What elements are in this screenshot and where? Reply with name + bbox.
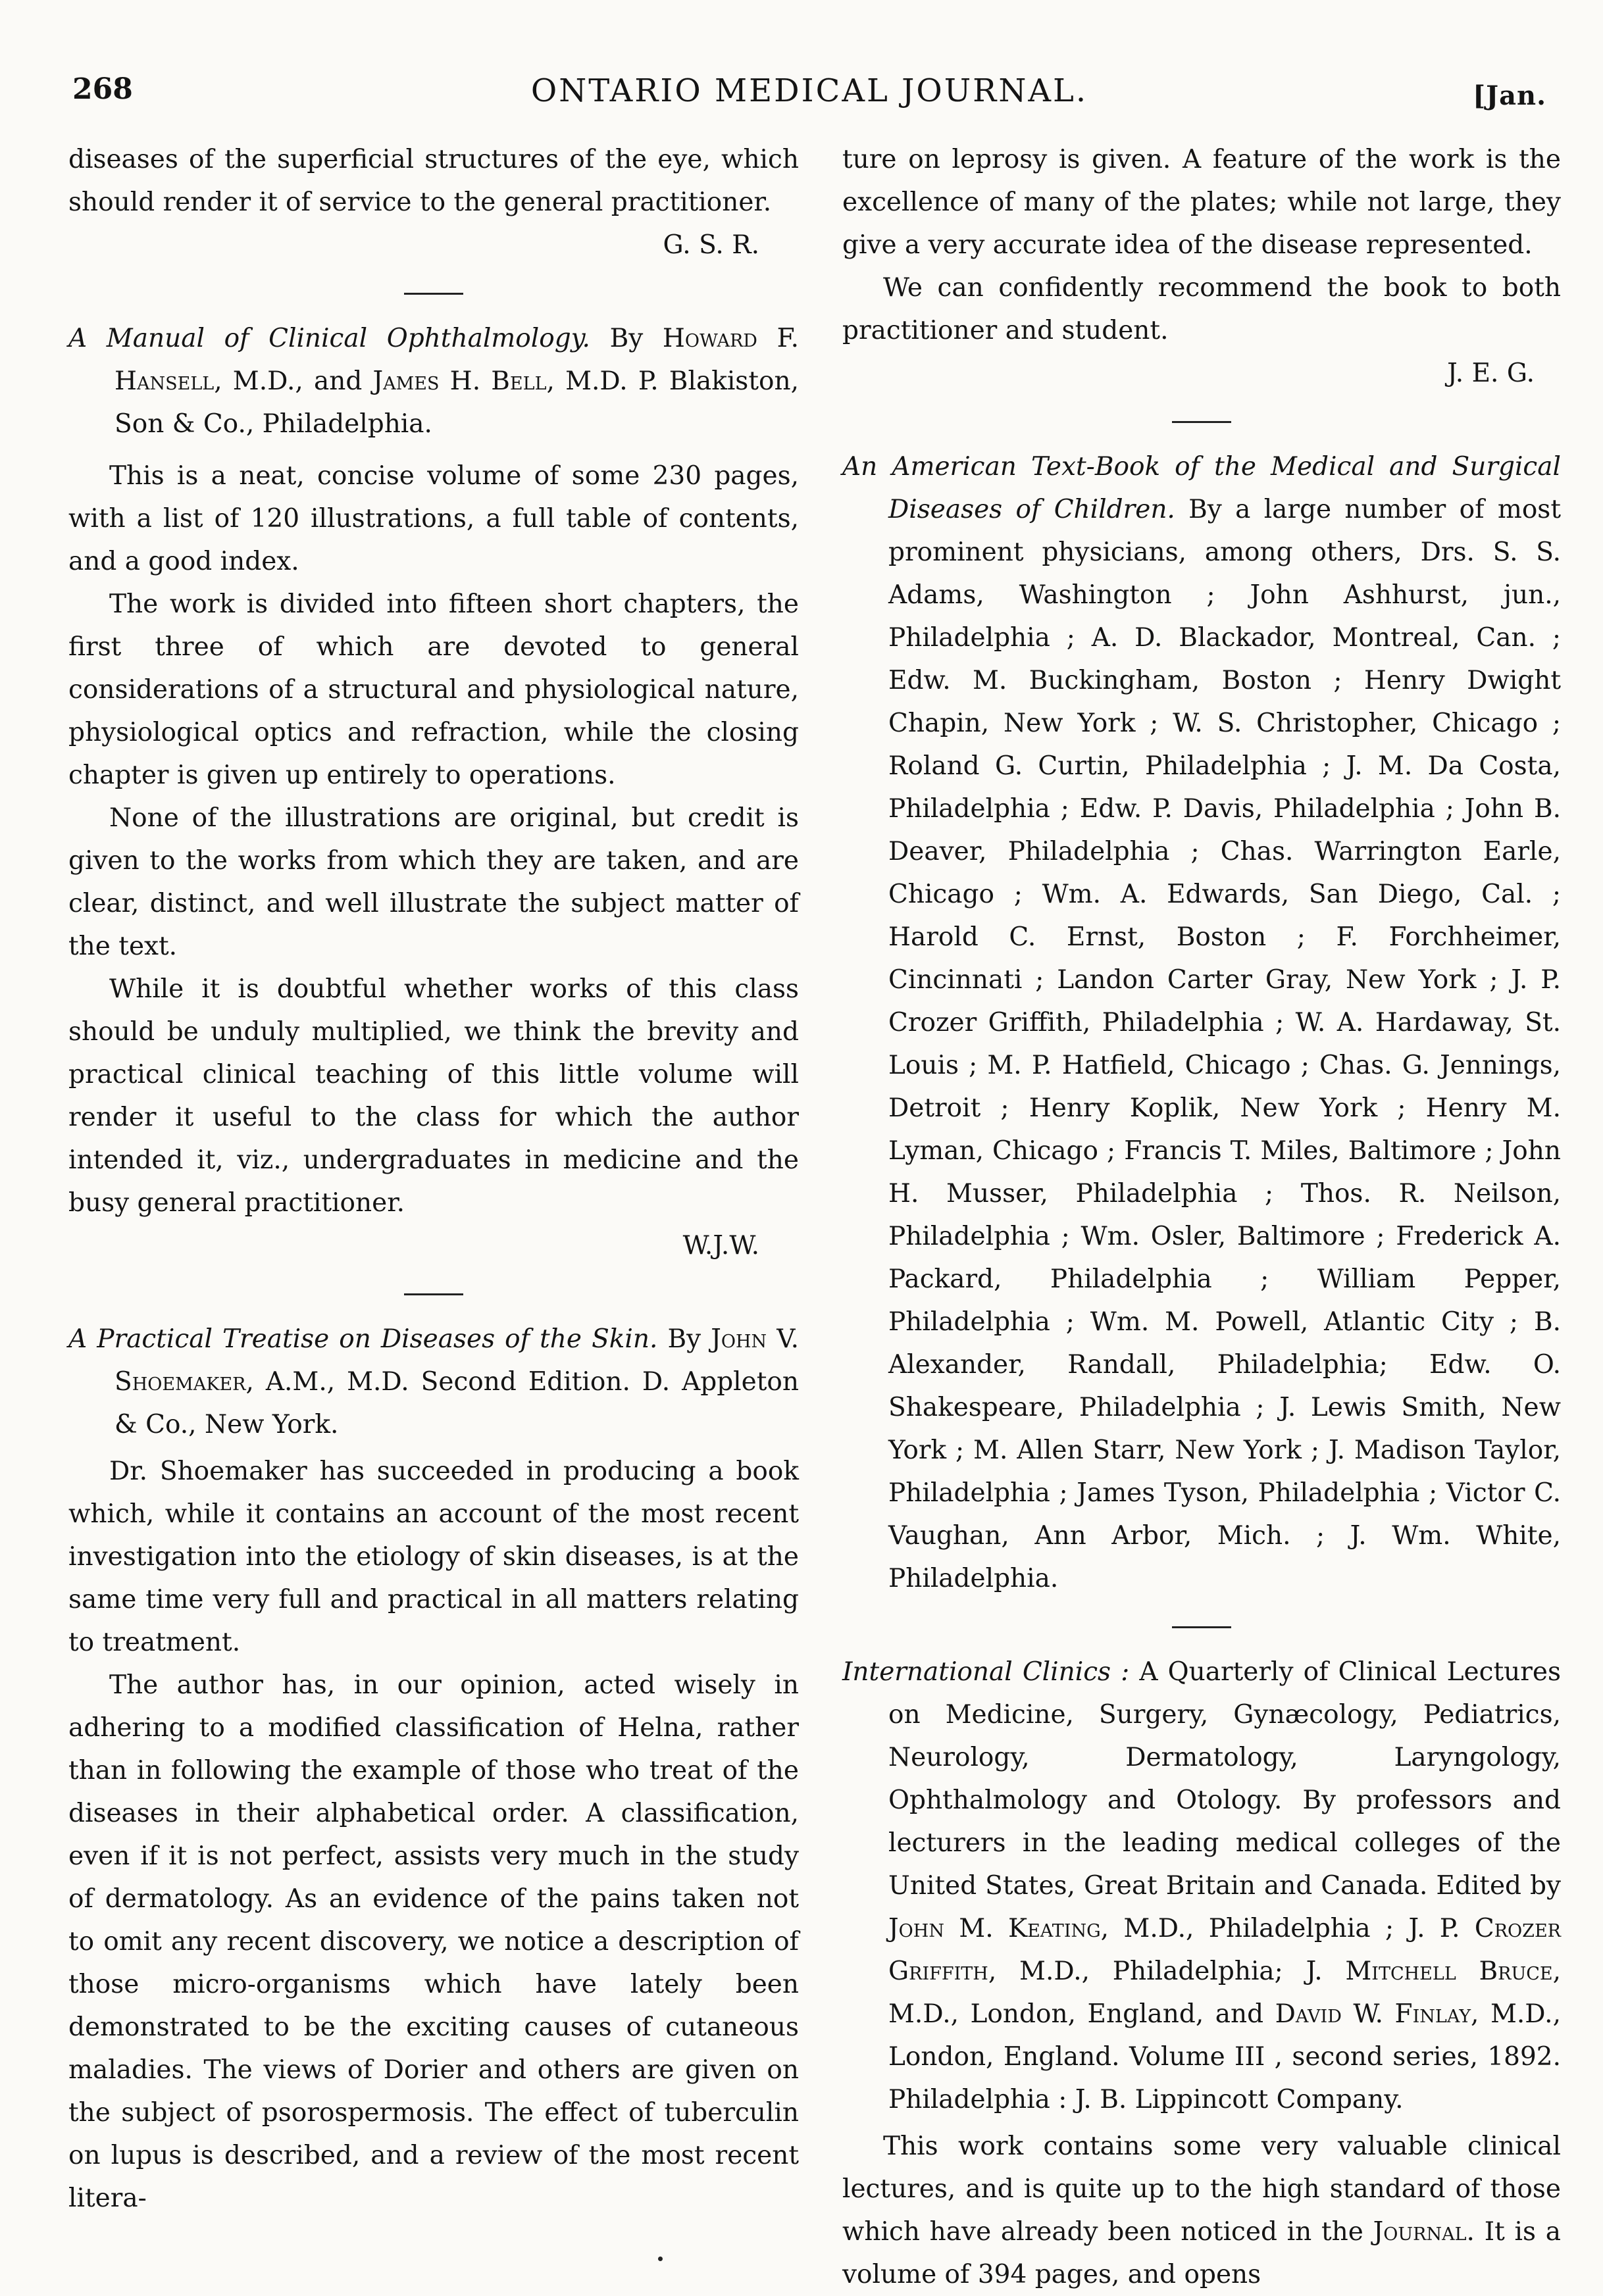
section-divider: [1172, 1626, 1231, 1628]
paragraph: [842, 2125, 1561, 2296]
continuation-text: diseases of the superficial structures of the eye, which should render it of service to the general practitioner.: [68, 145, 799, 217]
review-signature: J. E. G.: [1447, 359, 1535, 388]
book-title: An American Text-Book of the Medical and Surgical Diseases of Children.: [842, 452, 1561, 524]
section-divider: [404, 293, 463, 295]
journal-title: ONTARIO MEDICAL JOURNAL.: [530, 72, 1088, 109]
book-title: A Manual of Clinical Ophthalmology.: [68, 324, 590, 353]
closing-text: We can confidently recommend the book to both practitioner and student.: [842, 273, 1561, 345]
book-title: International Clinics :: [842, 1657, 1130, 1687]
paragraph: While it is doubtful whether works of this class should be unduly multiplied, we think the brevity and practical clinical teaching of this little volume will render it useful to the class for which the author intended it, viz., undergraduates in medicine and the busy general practitioner.: [68, 974, 799, 1218]
issue-tag: [Jan.: [1473, 80, 1546, 111]
left-column: [68, 138, 799, 2220]
by-label: By: [667, 1324, 701, 1354]
author-name: James H. Bell, M.D.: [372, 366, 628, 396]
and-label: and: [313, 366, 363, 396]
by-label: By: [609, 324, 644, 353]
publisher: D. Appleton & Co., New York.: [114, 1367, 799, 1439]
print-mark: [658, 2257, 663, 2261]
editor-name: John M. Keating,: [888, 1914, 1109, 1943]
paragraph: None of the illustrations are original, but credit is given to the works from which they are taken, and are clear, distinct, and well illustrate the subject matter of the text.: [68, 803, 799, 961]
book-title: A Practical Treatise on Diseases of the Skin.: [68, 1324, 658, 1354]
section-divider: [404, 1293, 463, 1295]
heading-text: M.D., London, England, and: [888, 1999, 1264, 2029]
review-heading-international-clinics: [842, 1651, 1561, 2121]
review-heading-skin-diseases: [68, 1318, 799, 1446]
heading-text: M.D., London, England. Volume III , second series, 1892. Philadelphia : J. B. Lippincott Company.: [888, 1999, 1561, 2114]
review-signature: W.J.W.: [682, 1231, 759, 1260]
paragraph: The work is divided into fifteen short chapters, the first three of which are devoted to general considerations of a structural and physiological nature, physiological optics and refraction, while the closing chapter is given up entirely to operations.: [68, 589, 799, 790]
paragraph: The author has, in our opinion, acted wisely in adhering to a modified classification of Helna, rather than in following the example of those who treat of the diseases in their alphabetical order. A classification, even if it is not perfect, assists very much in the study of dermatology. As an evidence of the pains taken not to omit any recent discovery, we notice a description of those micro-organisms which have lately been demonstrated to be the exciting causes of cutaneous maladies. The views of Dorier and others are given on the subject of psorospermosis. The effect of tuberculin on lupus is described, and a review of the most recent litera-: [68, 1670, 799, 2213]
body-text: It is a volume of 394 pages, and opens: [842, 2217, 1561, 2289]
editor-name: J. P. Crozer Griffith,: [888, 1914, 1561, 1986]
contributor-list: By a large number of most prominent physicians, among others, Drs. S. S. Adams, Washington ; John Ashhurst, jun., Philadelphia ; A. D. Blackador, Montreal, Can. ; Edw. M. Buckingham, Boston ; Henry Dwight Chapin, New York ; W. S. Christopher, Chicago ; Roland G. Curtin, Philadelphia ; J. M. Da Costa, Philadelphia ; Edw. P. Davis, Philadelphia ; John B. Deaver, Philadelphia ; Chas. Warrington Earle, Chicago ; Wm. A. Edwards, San Diego, Cal. ; Harold C. Ernst, Boston ; F. Forchheimer, Cincinnati ; Landon Carter Gray, New York ; J. P. Crozer Griffith, Philadelphia ; W. A. Hardaway, St. Louis ; M. P. Hatfield, Chicago ; Chas. G. Jennings, Detroit ; Henry Koplik, New York ; Henry M. Lyman, Chicago ; Francis T. Miles, Baltimore ; John H. Musser, Philadelphia ; Thos. R. Neilson, Philadelphia ; Wm. Osler, Baltimore ; Frederick A. Packard, Philadelphia ; William Pepper, Philadelphia ; Wm. M. Powell, Atlantic City ; B. Alexander, Randall, Philadelphia; Edw. O. Shakespeare, Philadelphia ; J. Lewis Smith, New York ; M. Allen Starr, New York ; J. Madison Taylor, Philadelphia ; James Tyson, Philadelphia ; Victor C. Vaughan, Ann Arbor, Mich. ; J. Wm. White, Philadelphia.: [888, 495, 1561, 1593]
heading-text: A Quarterly of Clinical Lectures on Medicine, Surgery, Gynæcology, Pediatrics, Neurology, Dermatology, Laryngology, Ophthalmology and Otology. By professors and lecturers in the leading medical colleges of the United States, Great Britain and Canada. Edited by: [888, 1657, 1561, 1901]
paragraph: This is a neat, concise volume of some 230 pages, with a list of 120 illustrations, a full table of contents, and a good index.: [68, 461, 799, 576]
section-divider: [1172, 421, 1231, 423]
publisher: P. Blakiston, Son & Co., Philadelphia.: [114, 366, 799, 439]
page-number: 268: [72, 72, 133, 106]
heading-text: M.D., Philadelphia;: [1019, 1957, 1283, 1986]
author-name: John V. Shoemaker, A.M., M.D.: [114, 1324, 799, 1397]
journal-reference: Journal.: [1373, 2217, 1475, 2247]
review-heading-childrens-diseases: [842, 445, 1561, 1600]
right-column: [842, 138, 1561, 2296]
editor-name: J. Mitchell Bruce,: [1306, 1957, 1562, 1986]
review-heading-ophthalmology: [68, 317, 799, 445]
paragraph: [842, 266, 1561, 395]
heading-text: M.D., Philadelphia ;: [1123, 1914, 1394, 1943]
continuation-signature: G. S. R.: [663, 230, 759, 260]
continuation-text: ture on leprosy is given. A feature of the work is the excellence of many of the plates; while not large, they give a very accurate idea of the disease represented.: [842, 145, 1561, 260]
paragraph: Dr. Shoemaker has succeeded in producing a book which, while it contains an account of the most recent investigation into the etiology of skin diseases, is at the same time very full and practical in all matters relating to treatment.: [68, 1457, 799, 1657]
page-header: [72, 72, 1546, 118]
author-name: Howard F. Hansell, M.D.,: [114, 324, 799, 396]
edition: Second Edition.: [420, 1367, 630, 1397]
body-text: This work contains some very valuable clinical lectures, and is quite up to the high standard of those which have already been noticed in the: [842, 2132, 1561, 2247]
editor-name: David W. Finlay,: [1275, 1999, 1479, 2029]
